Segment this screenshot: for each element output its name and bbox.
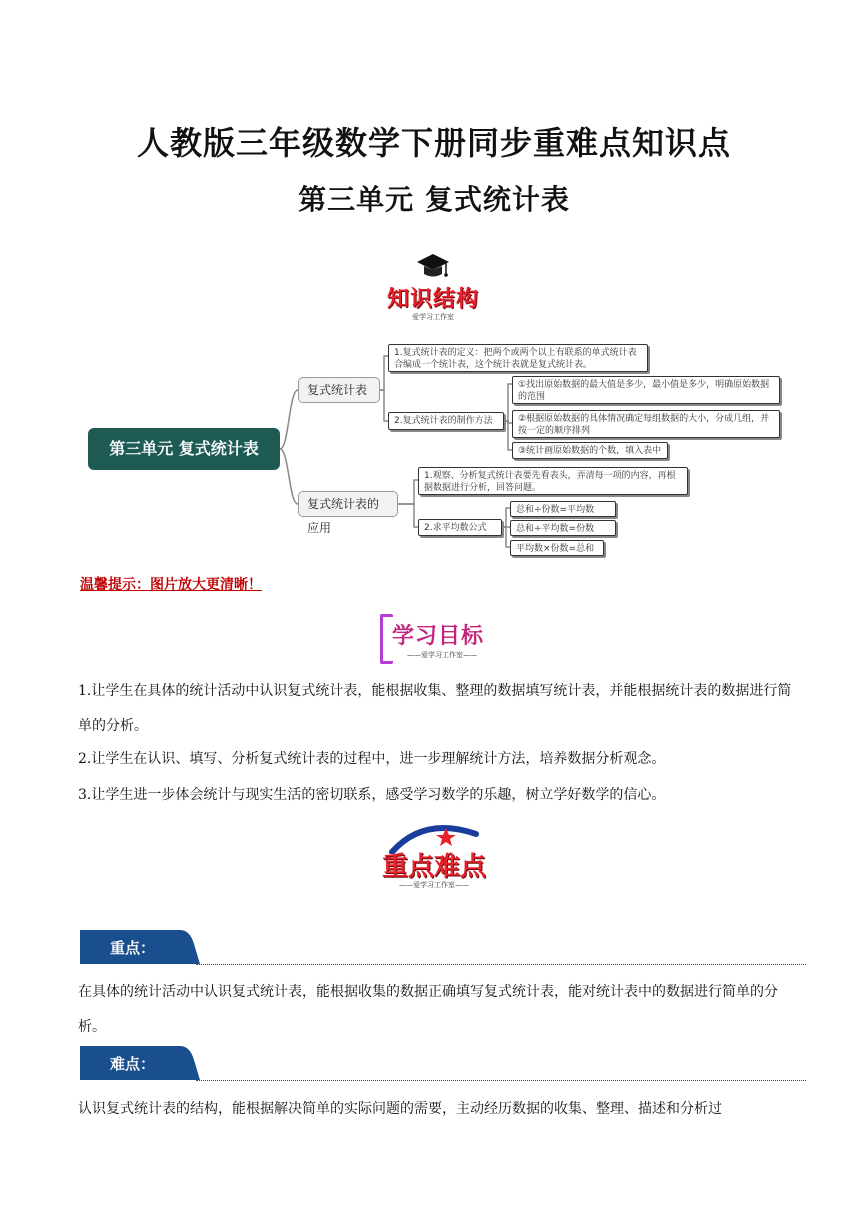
knowledge-mindmap (84, 340, 784, 562)
mindmap-step-3: ③统计画原始数据的个数，填入表中 (512, 442, 668, 459)
mindmap-application-1: 1.观察、分析复式统计表要先看表头，弄清每一项的内容，再根据数据进行分析，回答问题。 (418, 467, 688, 495)
structure-badge (378, 252, 488, 324)
goal-1: 1.让学生在具体的统计活动中认识复式统计表，能根据收集、整理的数据填写统计表，并能根据统计表的数据进行简单的分析。 (78, 683, 792, 734)
goals-badge-title: 学习目标 (392, 624, 485, 649)
difficult-point-divider (196, 1080, 806, 1081)
structure-badge-title: 知识结构 (386, 287, 479, 312)
mindmap-method: 2.复式统计表的制作方法 (388, 412, 504, 430)
structure-badge-sub: 爱学习工作室 (412, 313, 454, 321)
difficult-point-text: 认识复式统计表的结构，能根据解决简单的实际问题的需要，主动经历数据的收集、整理、描述和分析过 (78, 1101, 722, 1117)
zoom-tip: 温馨提示：图片放大更清晰！ (80, 577, 262, 593)
mindmap-formula-2: 总和÷平均数=份数 (510, 520, 616, 536)
mindmap-definition: 1.复式统计表的定义：把两个或两个以上有联系的单式统计表合编成一个统计表，这个统计表就是复式统计表。 (388, 344, 648, 372)
goal-3: 3.让学生进一步体会统计与现实生活的密切联系，感受学习数学的乐趣，树立学好数学的信心。 (78, 787, 666, 803)
goals-badge-sub: ——爱学习工作室—— (407, 651, 477, 659)
graduation-cap-icon (416, 252, 450, 282)
document-title: 人教版三年级数学下册同步重难点知识点 (136, 124, 731, 162)
key-point-tab (80, 930, 200, 964)
mindmap-root: 第三单元 复式统计表 (88, 428, 280, 470)
goal-2: 2.让学生在认识、填写、分析复式统计表的过程中，进一步理解统计方法，培养数据分析观念。 (78, 751, 666, 767)
difficult-point-tab (80, 1046, 200, 1080)
keypoints-badge (378, 818, 490, 896)
keypoints-badge-sub: ——爱学习工作室—— (399, 881, 469, 889)
key-point-divider (196, 964, 806, 965)
keypoints-badge-title: 重点难点 (381, 852, 486, 882)
key-point-label: 重点： (110, 939, 156, 957)
mindmap-branch-stats-table: 复式统计表 (298, 377, 380, 403)
mindmap-formula-1: 总和÷份数=平均数 (510, 501, 616, 517)
mindmap-average-formula: 2.求平均数公式 (418, 519, 502, 536)
document-subtitle: 第三单元 复式统计表 (298, 183, 570, 216)
mindmap-step-1: ①找出原始数据的最大值是多少，最小值是多少，明确原始数据的范围 (512, 376, 780, 404)
mindmap-branch-application: 复式统计表的应用 (298, 491, 398, 517)
mindmap-formula-3: 平均数×份数=总和 (510, 540, 604, 556)
key-point-text: 在具体的统计活动中认识复式统计表，能根据收集的数据正确填写复式统计表，能对统计表中的数据进行简单的分析。 (78, 984, 778, 1035)
mindmap-step-2: ②根据原始数据的具体情况确定每组数据的大小，分成几组，并按一定的顺序排列 (512, 410, 780, 438)
difficult-point-label: 难点： (110, 1055, 156, 1073)
goals-badge (376, 614, 494, 662)
